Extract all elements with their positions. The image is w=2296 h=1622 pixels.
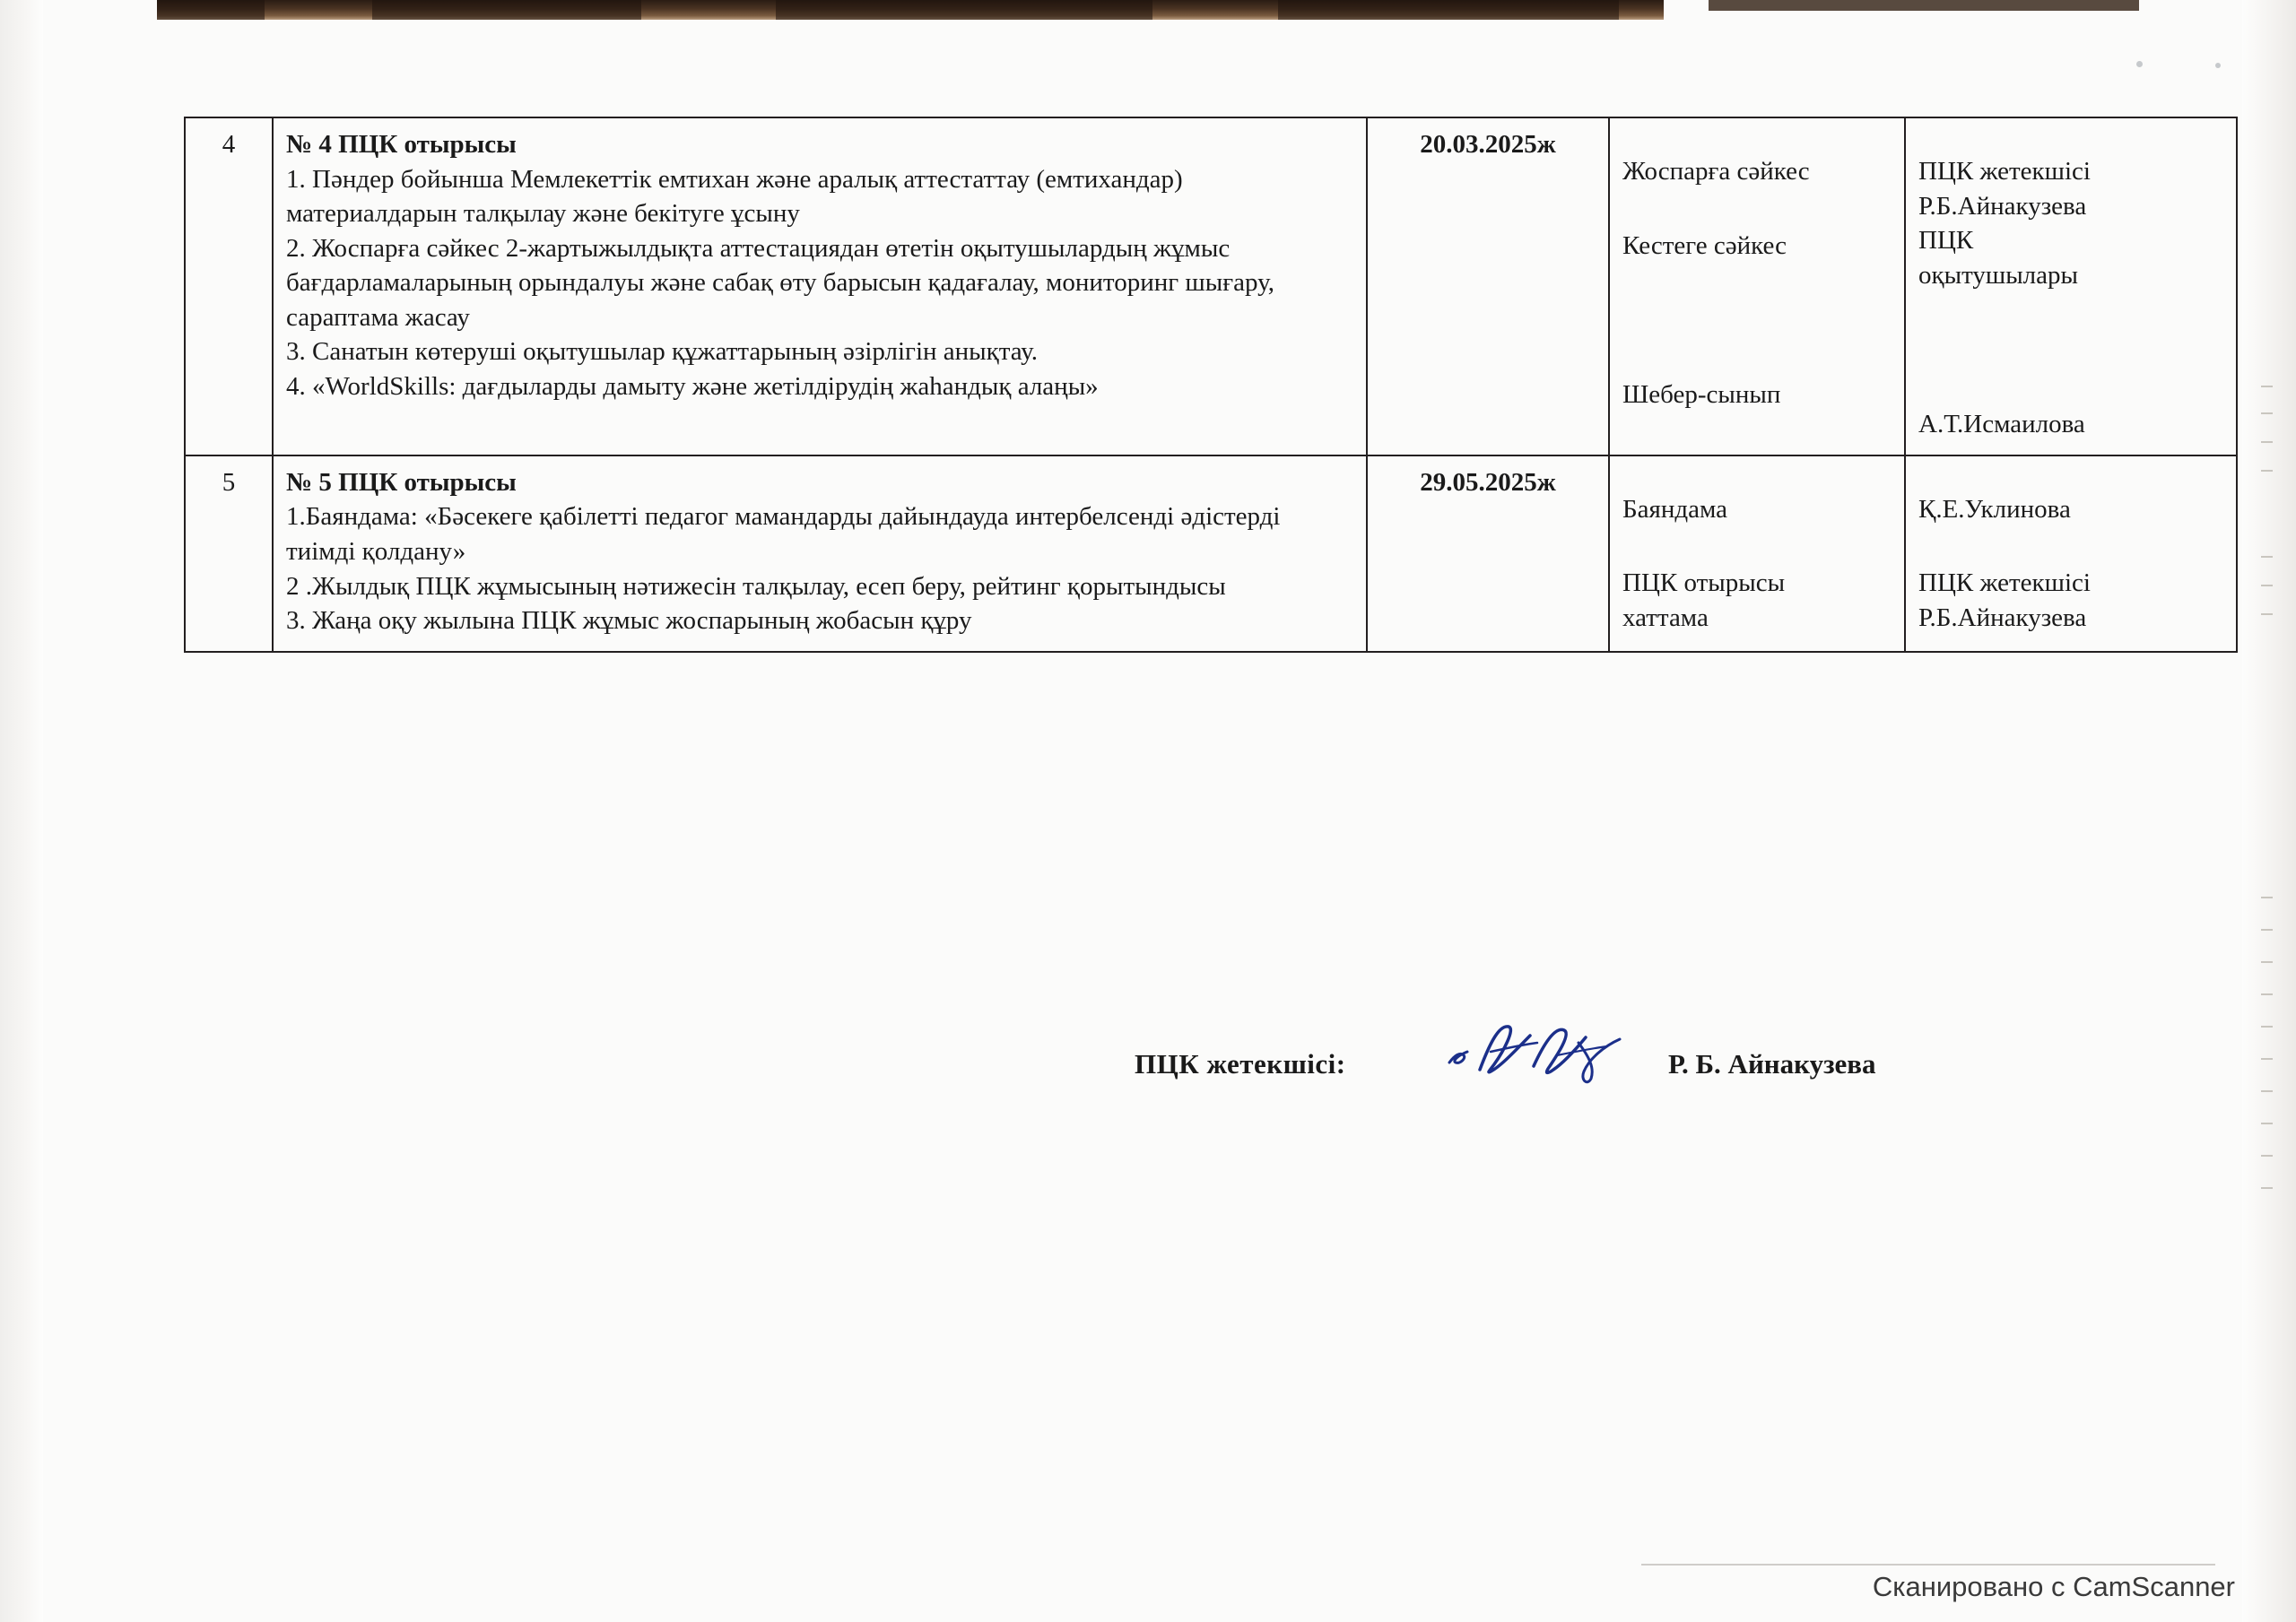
responsible-item: А.Т.Исмаилова — [1918, 410, 2085, 439]
meeting-plan-table — [184, 117, 2238, 653]
responsible-item: оқытушылары — [1918, 260, 2079, 290]
footer-divider — [1641, 1564, 2215, 1566]
row-item: 2. Жоспарға сәйкес 2-жартыжылдықта аттестациядан өтетін оқытушылардың жұмыс бағдарламаларының орындалуы және сабақ өту барысын қадағалау, мониторинг шығару, сараптама жасау — [286, 233, 1274, 332]
row-item: 1.Баяндама: «Бәсекеге қабілетті педагог мамандарды дайындауда интербелсенді әдістерді тиімді қолдану» — [286, 502, 1281, 566]
scan-speck — [2136, 61, 2143, 67]
signature-name: Р. Б. Айнакузева — [1668, 1048, 1876, 1080]
form-item: Баяндама — [1622, 494, 1728, 524]
camscanner-watermark: Сканировано с CamScanner — [1872, 1571, 2235, 1602]
scan-top-strip — [1709, 0, 2139, 11]
row-item: 1. Пәндер бойынша Мемлекеттік емтихан және аралық аттестаттау (емтихандар) материалдарын талқылау және бекітуге ұсыну — [286, 164, 1183, 229]
row-responsible-cell — [1905, 455, 2237, 652]
table-row — [185, 117, 2237, 455]
row-item: 2 .Жылдық ПЦК жұмысының нәтижесін талқылау, есеп беру, рейтинг қорытындысы — [286, 571, 1226, 601]
responsible-item: ПЦК жетекшісі — [1918, 157, 2091, 186]
row-item: 4. «WorldSkills: дағдыларды дамыту және жетілдірудің жаһандық алаңы» — [286, 371, 1099, 401]
form-item: Кестеге сәйкес — [1622, 230, 1787, 260]
row-date-cell: 29.05.2025ж — [1367, 455, 1609, 652]
page-left-shadow — [0, 0, 43, 1622]
row-form-cell — [1609, 117, 1905, 455]
responsible-item: ПЦК жетекшісі — [1918, 568, 2091, 598]
row-responsible-cell — [1905, 117, 2237, 455]
form-item: Жоспарға сәйкес — [1622, 157, 1810, 186]
row-content-cell — [273, 455, 1367, 652]
responsible-item: ПЦК — [1918, 226, 1974, 256]
scanner-ruler-marks — [2260, 90, 2273, 1435]
scan-speck — [2215, 63, 2221, 68]
row-item: 3. Жаңа оқу жылына ПЦК жұмыс жоспарының жобасын құру — [286, 606, 972, 636]
signature-block — [1135, 1036, 1987, 1107]
form-item: Шебер-сынып — [1622, 380, 1781, 410]
responsible-item: Р.Б.Айнакузева — [1918, 191, 2087, 221]
signature-label: ПЦК жетекшісі: — [1135, 1048, 1346, 1080]
row-number-cell: 5 — [185, 455, 273, 652]
row-content-cell — [273, 117, 1367, 455]
row-item: 3. Санатын көтеруші оқытушылар құжаттарының әзірлігін анықтау. — [286, 337, 1039, 367]
row-date-cell: 20.03.2025ж — [1367, 117, 1609, 455]
table-row — [185, 455, 2237, 652]
responsible-item: Р.Б.Айнакузева — [1918, 603, 2087, 632]
handwritten-signature-icon — [1444, 1016, 1659, 1088]
form-item: ПЦК отырысы — [1622, 568, 1786, 598]
form-item: хаттама — [1622, 603, 1709, 632]
row-title: № 4 ПЦК отырысы — [286, 130, 517, 159]
scan-top-dark-band — [157, 0, 1664, 20]
row-title: № 5 ПЦК отырысы — [286, 467, 517, 497]
responsible-item: Қ.Е.Уклинова — [1918, 494, 2071, 524]
row-form-cell — [1609, 455, 1905, 652]
row-number-cell: 4 — [185, 117, 273, 455]
